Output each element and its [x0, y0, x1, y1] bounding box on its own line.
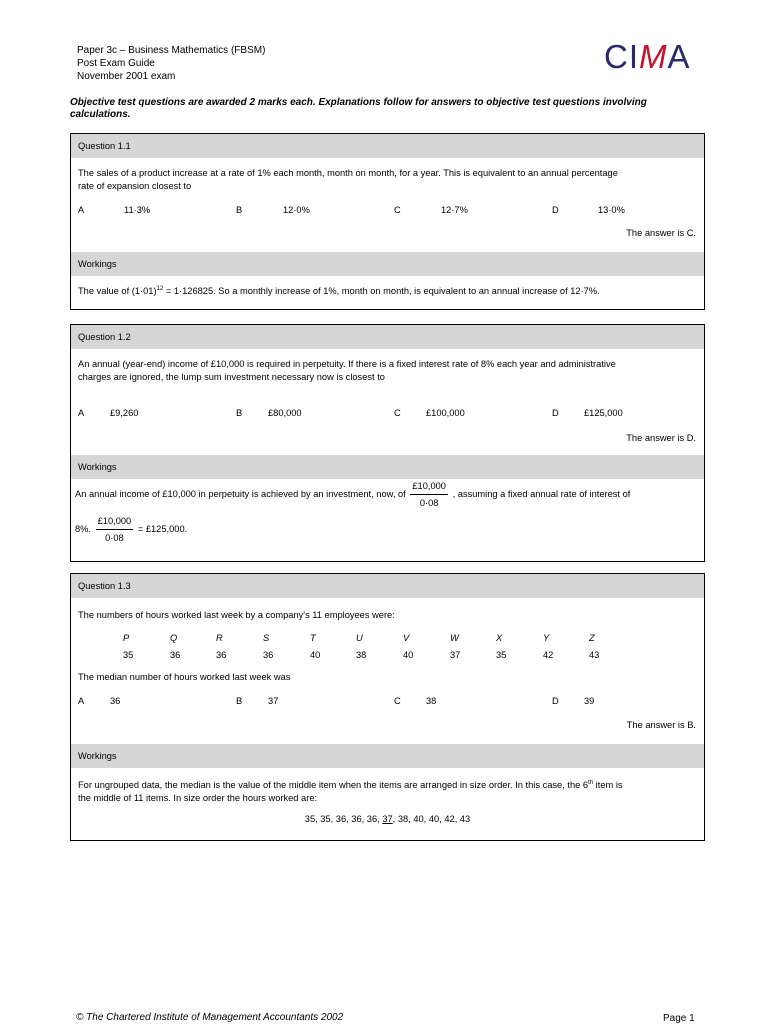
- employee-label: W: [450, 633, 459, 643]
- option-letter: B: [236, 696, 243, 706]
- option-letter: B: [236, 408, 243, 418]
- question-text-line: An annual (year-end) income of £10,000 is required in perpetuity. If there is a fixed interest rate of 8% each year and administrative: [78, 359, 616, 369]
- question-text-line: charges are ignored, the lump sum investment necessary now is closest to: [78, 372, 385, 382]
- option-value: £100,000: [426, 408, 465, 418]
- employee-label: V: [403, 633, 410, 643]
- employee-label: R: [216, 633, 223, 643]
- option-value: £125,000: [584, 408, 623, 418]
- option-letter: A: [78, 205, 85, 215]
- page-number: Page 1: [663, 1013, 695, 1024]
- hours-value: 43: [589, 650, 600, 660]
- employee-label: Z: [589, 633, 595, 643]
- hours-value: 36: [216, 650, 227, 660]
- hours-value: 37: [450, 650, 461, 660]
- workings-text: The value of $(1\cdot 01)^{12} = 1\cdot 126825$. So a monthly increase of 1%, month on month, is equivalent to an annual increase of 12·7%.: [78, 286, 600, 297]
- option-letter: A: [78, 696, 85, 706]
- option-letter: C: [394, 408, 401, 418]
- option-value: 13·0%: [598, 205, 625, 215]
- guide-title: Post Exam Guide: [77, 58, 155, 69]
- copyright-text: © The Chartered Institute of Management Accountants 2002: [76, 1012, 344, 1023]
- hours-value: 35: [496, 650, 507, 660]
- option-letter: B: [236, 205, 243, 215]
- question-1-3-title: Question 1.3: [71, 574, 704, 598]
- intro-text: Objective test questions are awarded 2 marks each. Explanations follow for answers to objective test questions involving calculations.: [70, 97, 647, 120]
- question-1-3-box: [70, 573, 705, 841]
- fraction: $\frac{£10,000}{0\cdot 08}$: [97, 516, 132, 543]
- option-letter: D: [552, 696, 559, 706]
- question-1-1-title: Question 1.1: [71, 134, 704, 158]
- document-header: [77, 44, 265, 83]
- question-1-2-box: [70, 324, 705, 562]
- option-value: £9,260: [110, 408, 139, 418]
- question-1-1-box: [70, 133, 705, 310]
- option-value: 37: [268, 696, 279, 706]
- workings-line-2: 8%. $\frac{£10,000}{0\cdot 08}$ = £125,000.: [75, 516, 188, 543]
- option-value: £80,000: [268, 408, 302, 418]
- hours-value: 38: [356, 650, 367, 660]
- hours-value: 36: [263, 650, 274, 660]
- cima-logo: CIMA: [604, 38, 691, 75]
- answer-text: The answer is C.: [626, 228, 696, 238]
- option-letter: C: [394, 696, 401, 706]
- question-text-line: rate of expansion closest to: [78, 181, 192, 191]
- option-letter: C: [394, 205, 401, 215]
- workings-title: Workings: [71, 252, 704, 276]
- option-value: 12·7%: [441, 205, 468, 215]
- question-text-line: The sales of a product increase at a rate of 1% each month, month on month, for a year. This is equivalent to an annual percentage: [78, 168, 618, 178]
- workings-text: For ungrouped data, the median is the value of the middle item when the items are arranged in size order. In this case, the 6th item is: [78, 780, 623, 791]
- question-text-line: The median number of hours worked last week was: [78, 672, 291, 682]
- option-value: 12·0%: [283, 205, 310, 215]
- employee-label: P: [123, 633, 130, 643]
- hours-value: 40: [403, 650, 414, 660]
- hours-value: 35: [123, 650, 134, 660]
- median-value: 37: [382, 814, 393, 824]
- option-letter: D: [552, 205, 559, 215]
- option-letter: D: [552, 408, 559, 418]
- employee-label: Q: [170, 633, 178, 643]
- workings-text: the middle of 11 items. In size order the hours worked are:: [78, 793, 318, 803]
- option-value: 38: [426, 696, 437, 706]
- question-text-line: The numbers of hours worked last week by a company's 11 employees were:: [78, 610, 395, 620]
- option-letter: A: [78, 408, 85, 418]
- hours-value: 40: [310, 650, 321, 660]
- question-1-2-title: Question 1.2: [71, 325, 704, 349]
- workings-title: Workings: [71, 455, 704, 479]
- workings-line-1: An annual income of £10,000 in perpetuity is achieved by an investment, now, of $\frac{£10,000}{0\cdot 08}$ , assuming a fixed annual rate of interest of: [75, 481, 631, 508]
- employee-label: X: [496, 633, 503, 643]
- option-value: 36: [110, 696, 121, 706]
- hours-value: 42: [543, 650, 554, 660]
- option-value: 11·3%: [124, 205, 151, 215]
- paper-title: Paper 3c – Business Mathematics (FBSM): [77, 45, 266, 56]
- employee-label: Y: [543, 633, 550, 643]
- sorted-hours: 35, 35, 36, 36, 36, 37, 38, 40, 40, 42, 43: [304, 814, 471, 824]
- option-value: 39: [584, 696, 595, 706]
- fraction: $\frac{£10,000}{0\cdot 08}$: [412, 481, 446, 508]
- workings-title: Workings: [71, 744, 704, 768]
- employee-label: S: [263, 633, 270, 643]
- employee-label: U: [356, 633, 363, 643]
- employee-label: T: [310, 633, 316, 643]
- answer-text: The answer is B.: [626, 720, 696, 730]
- hours-value: 36: [170, 650, 181, 660]
- exam-date: November 2001 exam: [77, 71, 176, 82]
- answer-text: The answer is D.: [626, 433, 696, 443]
